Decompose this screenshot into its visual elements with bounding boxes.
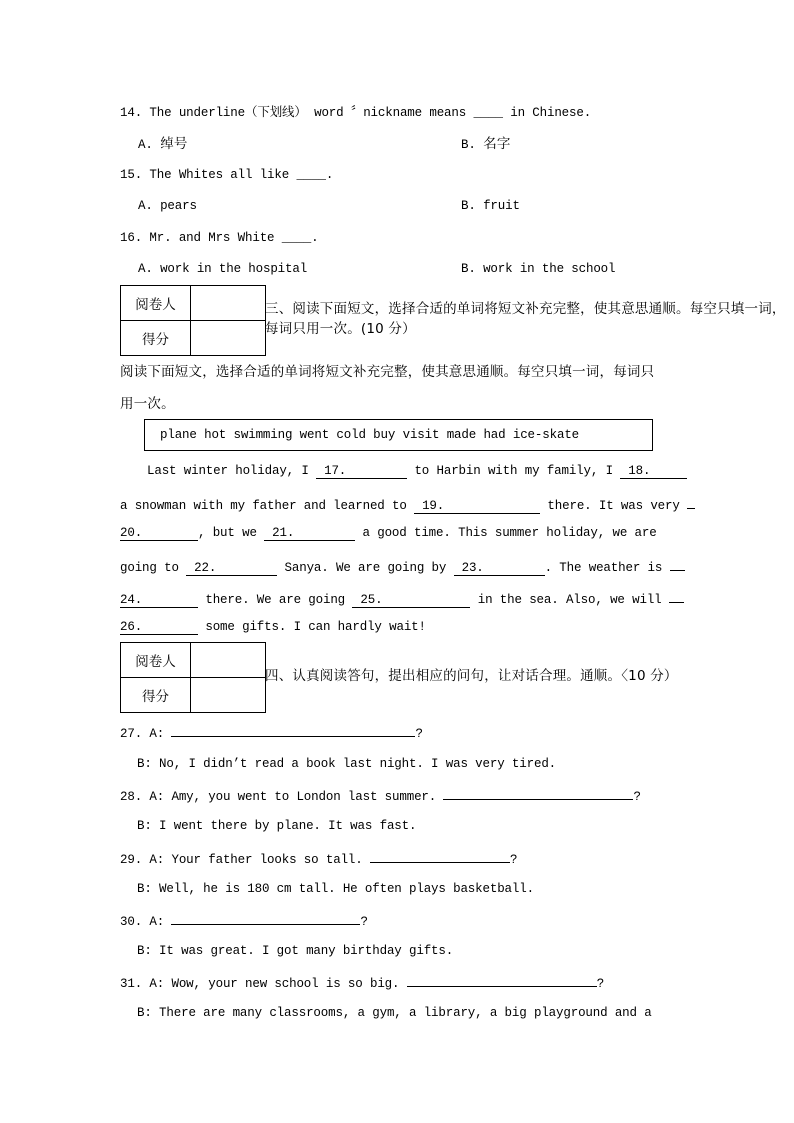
question-stem-end: . [325, 168, 334, 182]
blank-26[interactable] [120, 620, 198, 635]
answer-line-28[interactable] [443, 785, 633, 800]
grader-label: 阅卷人 [121, 286, 191, 321]
question-14-option-b[interactable] [461, 136, 511, 153]
question-14-option-a[interactable] [138, 136, 188, 153]
score-label: 得分 [121, 678, 191, 713]
blank-number: 24. [120, 593, 143, 607]
dialogue-number: 27. [120, 727, 143, 741]
grader-field[interactable] [191, 286, 266, 321]
blank-number: 22. [194, 561, 217, 575]
dialogue-29-b: B: Well, he is 180 cm tall. He often plays basketball. [137, 882, 534, 896]
answer-line-31[interactable] [407, 972, 597, 987]
blank-20[interactable] [120, 526, 198, 541]
passage-text: there. It was very [540, 499, 688, 513]
section-3-heading-line-2: 每词只用一次。(10 分） [265, 321, 416, 337]
blank-19[interactable] [414, 499, 540, 514]
section-4-heading: 四、认真阅读答句，提出相应的问句，让对话合理。通顺。〈10 分） [265, 668, 678, 684]
passage-text: Last winter holiday, I [147, 464, 317, 478]
question-16-option-b[interactable] [461, 261, 615, 277]
section-3-heading-line-1: 三、阅读下面短文，选择合适的单词将短文补充完整，使其意思通顺。每空只填一词， [265, 301, 786, 317]
word-bank: plane hot swimming went cold buy visit made had ice-skate [160, 428, 580, 442]
option-label: A. [138, 199, 153, 213]
blank-25[interactable] [352, 593, 470, 608]
answer-line-27[interactable] [171, 722, 415, 737]
blank-18[interactable] [620, 464, 687, 479]
speaker-a: A: [149, 977, 172, 991]
question-number: 16. [120, 231, 143, 245]
passage-line-6 [120, 619, 426, 635]
dialogue-text: Wow, your new school is so big. [171, 977, 407, 991]
score-table-section-4 [120, 642, 266, 713]
question-16 [120, 230, 319, 246]
blank-26-start[interactable] [669, 588, 684, 603]
passage-text: , but we [198, 526, 265, 540]
blank-21[interactable] [264, 526, 355, 541]
option-label: A. [138, 262, 153, 276]
option-label: B. [461, 262, 476, 276]
blank-number: 25. [360, 593, 383, 607]
speaker-a: A: [149, 727, 172, 741]
score-field[interactable] [191, 321, 266, 356]
dialogue-number: 30. [120, 915, 143, 929]
blank-number: 18. [628, 464, 651, 478]
section-3-instruction-line-2: 用一次。 [120, 396, 175, 412]
dialogue-31-a [120, 972, 604, 992]
option-text: 名字 [483, 136, 511, 152]
passage-line-4 [120, 556, 685, 576]
dialogue-number: 29. [120, 853, 143, 867]
passage-text: some gifts. I can hardly wait! [198, 620, 426, 634]
passage-text: there. We are going [198, 593, 353, 607]
blank-22[interactable] [186, 561, 277, 576]
question-mark: ? [415, 727, 423, 741]
grader-label: 阅卷人 [121, 643, 191, 678]
answer-blank[interactable]: ____ [473, 106, 503, 120]
score-label: 得分 [121, 321, 191, 356]
passage-text: to Harbin with my family, I [407, 464, 621, 478]
blank-number: 23. [461, 561, 484, 575]
dialogue-30-b: B: It was great. I got many birthday gifts. [137, 944, 454, 958]
dialogue-29-a [120, 848, 517, 868]
dialogue-27-b: B: No, I didn’t read a book last night. I was very tired. [137, 757, 557, 771]
speaker-a: A: [149, 915, 172, 929]
passage-line-5 [120, 588, 684, 608]
dialogue-28-b: B: I went there by plane. It was fast. [137, 819, 417, 833]
answer-blank[interactable]: ____ [296, 168, 326, 182]
blank-number: 26. [120, 620, 143, 634]
dialogue-text: Your father looks so tall. [171, 853, 370, 867]
passage-text: a snowman with my father and learned to [120, 499, 415, 513]
blank-number: 20. [120, 526, 143, 540]
answer-blank[interactable]: ____ [281, 231, 312, 245]
passage-line-2 [120, 494, 695, 514]
question-15-option-a[interactable] [138, 198, 197, 214]
blank-number: 19. [422, 499, 445, 513]
passage-text: a good time. This summer holiday, we are [355, 526, 657, 540]
blank-24-start[interactable] [670, 556, 685, 571]
dialogue-27-a [120, 722, 423, 742]
question-stem: The Whites all like [149, 168, 297, 182]
blank-number: 21. [272, 526, 295, 540]
passage-line-1 [147, 463, 687, 479]
question-mark: ? [509, 853, 518, 867]
option-text: fruit [483, 199, 520, 213]
option-label: B. [461, 199, 476, 213]
dialogue-30-a [120, 910, 368, 930]
answer-line-30[interactable] [171, 910, 360, 925]
section-3-instruction-line-1: 阅读下面短文，选择合适的单词将短文补充完整，使其意思通顺。每空只填一词，每词只 [120, 364, 655, 380]
score-table-section-3 [120, 285, 266, 356]
option-label: A. [138, 138, 153, 152]
grader-field[interactable] [191, 643, 266, 678]
question-number: 14. [120, 106, 143, 120]
question-stem: Mr. and Mrs White [149, 231, 282, 245]
dialogue-28-a [120, 785, 641, 805]
word-bank-box [144, 419, 653, 451]
option-text: work in the school [483, 262, 616, 276]
question-16-option-a[interactable] [138, 261, 307, 277]
option-text: work in the hospital [160, 262, 308, 276]
question-stem-end: in Chinese. [502, 106, 592, 120]
blank-number: 17. [324, 464, 347, 478]
question-14 [120, 105, 591, 121]
passage-text: . The weather is [544, 561, 670, 575]
score-field[interactable] [191, 678, 266, 713]
dialogue-number: 31. [120, 977, 143, 991]
speaker-a: A: [149, 790, 172, 804]
passage-text: Sanya. We are going by [277, 561, 454, 575]
question-mark: ? [360, 915, 368, 929]
blank-17[interactable] [316, 464, 407, 479]
passage-line-3 [120, 525, 657, 541]
dialogue-text: Amy, you went to London last summer. [171, 790, 444, 804]
question-15 [120, 167, 333, 183]
blank-24[interactable] [120, 593, 198, 608]
option-text: 绰号 [160, 136, 188, 152]
question-number: 15. [120, 168, 143, 182]
question-stem-end: . [311, 231, 319, 245]
answer-line-29[interactable] [370, 848, 510, 863]
blank-20-start[interactable] [687, 494, 695, 509]
option-label: B. [461, 138, 476, 152]
question-15-option-b[interactable] [461, 198, 520, 214]
passage-text: going to [120, 561, 187, 575]
question-stem: The underline（下划线） word 〞nickname means [149, 106, 474, 120]
option-text: pears [160, 199, 197, 213]
dialogue-31-b: B: There are many classrooms, a gym, a library, a big playground and a [137, 1006, 652, 1020]
passage-text: in the sea. Also, we will [470, 593, 669, 607]
speaker-a: A: [149, 853, 172, 867]
dialogue-number: 28. [120, 790, 143, 804]
question-mark: ? [596, 977, 605, 991]
question-mark: ? [633, 790, 641, 804]
blank-23[interactable] [454, 561, 545, 576]
